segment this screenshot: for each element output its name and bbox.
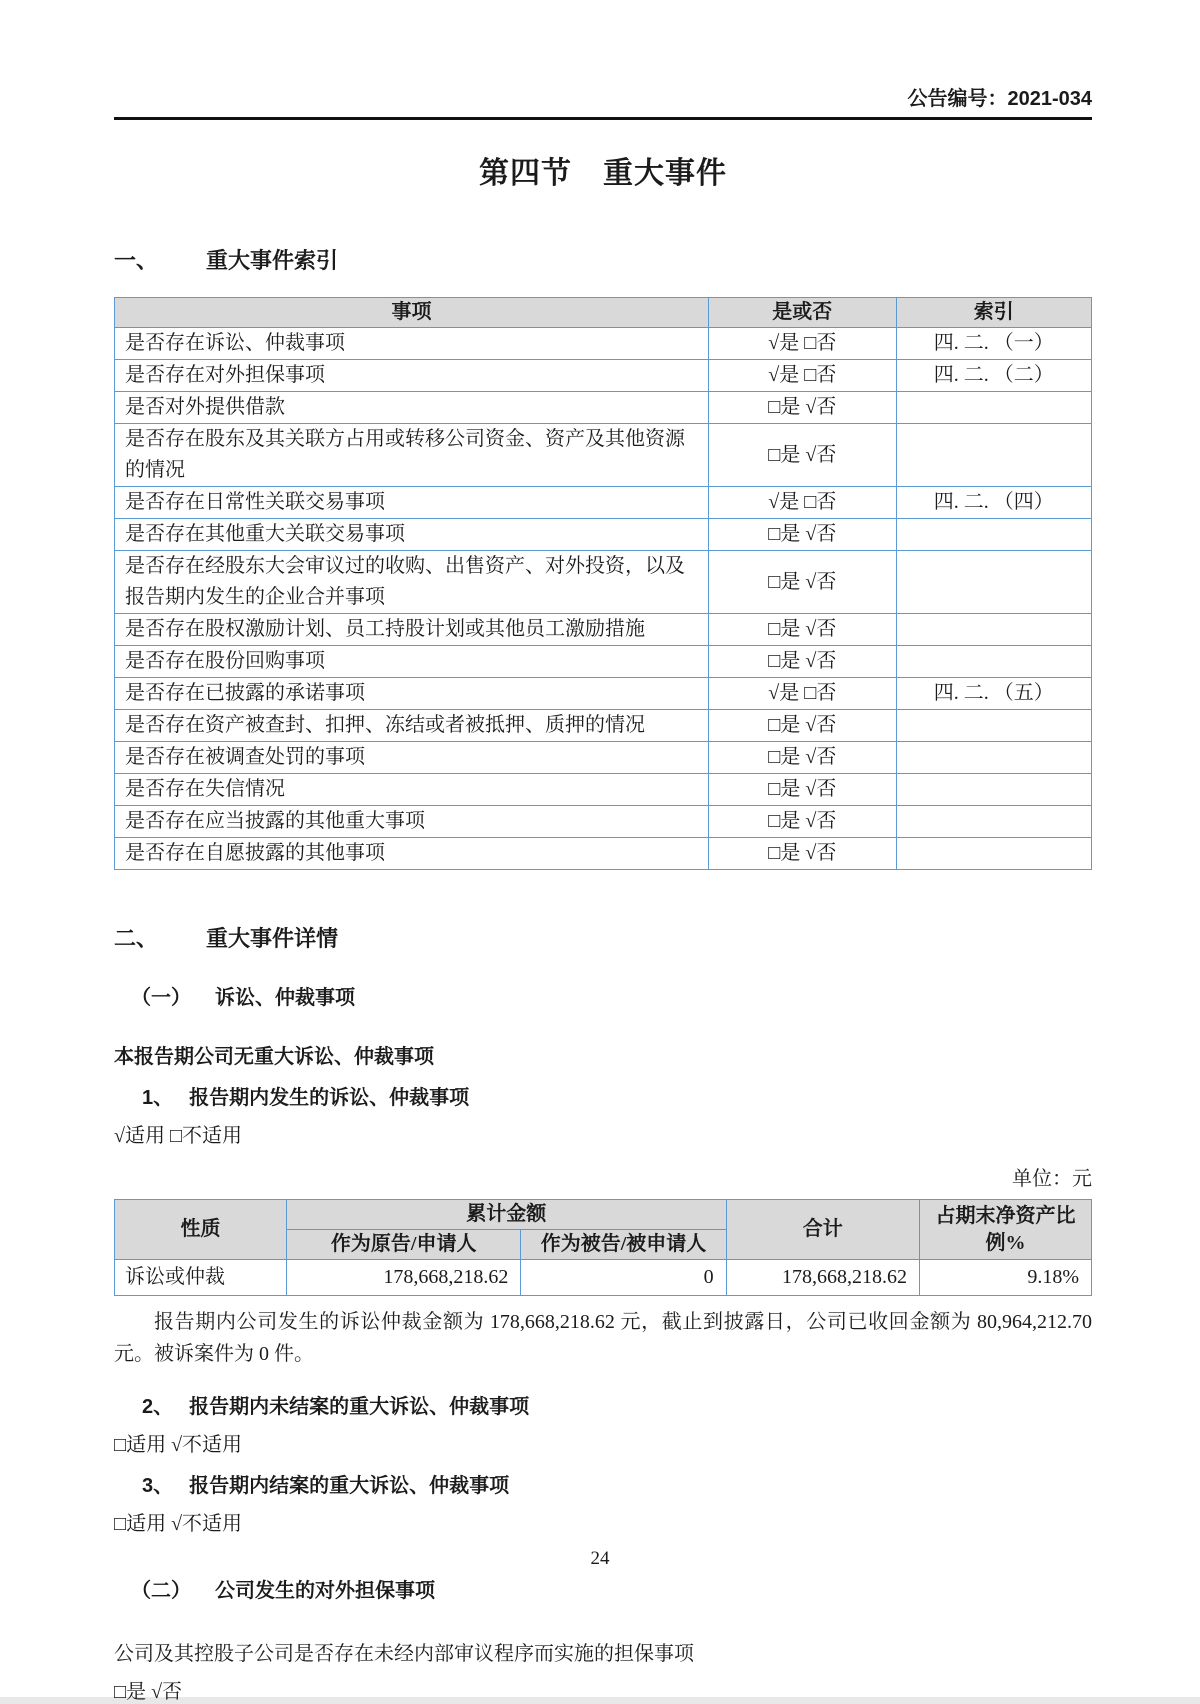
litigation-item-3-title: 报告期内结案的重大诉讼、仲裁事项 [189,1475,510,1497]
page-number: 24 [590,1548,610,1569]
item-cell: 是否存在应当披露的其他重大事项 [115,806,709,838]
index-ref-cell [896,614,1091,646]
index-table-row [115,678,1092,710]
index-ref-cell: 四. 二. （一） [896,328,1091,360]
section-two-heading [114,922,1092,953]
section-two-title: 重大事件详情 [206,926,339,951]
yes-no-cell: √是 □否 [709,678,897,710]
item-cell: 是否对外提供借款 [115,392,709,424]
litigation-amount-table [114,1199,1092,1296]
section-one-number: 一、 [114,248,159,273]
yes-no-cell: √是 □否 [709,360,897,392]
subsection-litigation-title: 诉讼、仲裁事项 [215,987,355,1009]
yes-no-cell: √是 □否 [709,328,897,360]
index-table-row [115,551,1092,614]
index-ref-cell: 四. 二. （五） [896,678,1091,710]
applicable-checkbox-line-1: √适用 □不适用 [114,1125,243,1147]
litigation-data-row [115,1260,1092,1296]
index-ref-cell [896,806,1091,838]
item-cell: 是否存在股权激励计划、员工持股计划或其他员工激励措施 [115,614,709,646]
applicable-checkbox-line-2: □适用 √不适用 [114,1434,243,1456]
item-cell: 是否存在日常性关联交易事项 [115,487,709,519]
index-table-row [115,614,1092,646]
item-cell: 是否存在已披露的承诺事项 [115,678,709,710]
col-header-plaintiff: 作为原告/申请人 [286,1230,520,1260]
section-two-number: 二、 [114,926,159,951]
major-events-index-table [114,297,1092,870]
index-table-row [115,742,1092,774]
plaintiff-amount-cell: 178,668,218.62 [286,1260,520,1296]
index-ref-cell [896,551,1091,614]
subsection-guarantee-number: （二） [131,1580,191,1602]
index-table-row [115,806,1092,838]
index-ref-cell [896,742,1091,774]
yes-no-cell: □是 √否 [709,519,897,551]
col-header-ratio: 占期末净资产比例% [920,1200,1092,1260]
col-header-defendant: 作为被告/被申请人 [521,1230,726,1260]
index-ref-cell [896,519,1091,551]
subsection-litigation-heading [114,981,1092,1010]
index-table-row [115,328,1092,360]
net-asset-ratio-cell: 9.18% [920,1260,1092,1296]
index-ref-cell [896,838,1091,870]
section-one-heading [114,244,1092,275]
litigation-item-1-title: 报告期内发生的诉讼、仲裁事项 [189,1087,470,1109]
yes-no-cell: □是 √否 [709,646,897,678]
section-one-title: 重大事件索引 [206,248,339,273]
item-cell: 是否存在其他重大关联交易事项 [115,519,709,551]
index-ref-cell [896,424,1091,487]
col-header-item: 事项 [115,298,709,328]
litigation-item-3 [114,1469,1092,1498]
yes-no-cell: □是 √否 [709,742,897,774]
index-ref-cell: 四. 二. （二） [896,360,1091,392]
index-table-header-row [115,298,1092,328]
guarantee-question: 公司及其控股子公司是否存在未经内部审议程序而实施的担保事项 [114,1643,694,1665]
yes-no-cell: □是 √否 [709,614,897,646]
litigation-item-2 [114,1390,1092,1419]
index-table-row [115,710,1092,742]
subsection-guarantee-heading [114,1574,1092,1603]
yes-no-cell: □是 √否 [709,424,897,487]
yes-no-cell: □是 √否 [709,551,897,614]
yes-no-cell: □是 √否 [709,806,897,838]
subsection-guarantee-title: 公司发生的对外担保事项 [215,1580,435,1602]
index-table-row [115,646,1092,678]
litigation-item-3-number: 3、 [142,1475,174,1497]
yes-no-cell: □是 √否 [709,774,897,806]
item-cell: 是否存在股东及其关联方占用或转移公司资金、资产及其他资源的情况 [115,424,709,487]
unit-note: 单位：元 [1012,1168,1092,1190]
col-header-index: 索引 [896,298,1091,328]
index-table-row [115,774,1092,806]
item-cell: 是否存在资产被查封、扣押、冻结或者被抵押、质押的情况 [115,710,709,742]
total-amount-cell: 178,668,218.62 [726,1260,919,1296]
litigation-summary: 本报告期公司无重大诉讼、仲裁事项 [114,1046,434,1068]
index-table-row [115,487,1092,519]
index-table-row [115,360,1092,392]
index-table-row [115,424,1092,487]
litigation-item-2-number: 2、 [142,1396,174,1418]
item-cell: 是否存在被调查处罚的事项 [115,742,709,774]
page-title: 第四节 重大事件 [479,157,727,190]
litigation-item-1 [114,1081,1092,1110]
index-table-row [115,392,1092,424]
index-ref-cell [896,646,1091,678]
index-table-row [115,519,1092,551]
litigation-item-2-title: 报告期内未结案的重大诉讼、仲裁事项 [189,1396,530,1418]
index-ref-cell [896,392,1091,424]
yes-no-cell: √是 □否 [709,487,897,519]
yes-no-cell: □是 √否 [709,710,897,742]
col-header-nature: 性质 [115,1200,287,1260]
yes-no-cell: □是 √否 [709,838,897,870]
subsection-litigation-number: （一） [131,987,191,1009]
item-cell: 是否存在自愿披露的其他事项 [115,838,709,870]
item-cell: 是否存在经股东大会审议过的收购、出售资产、对外投资，以及报告期内发生的企业合并事项 [115,551,709,614]
litigation-paragraph: 报告期内公司发生的诉讼仲裁金额为 178,668,218.62 元，截止到披露日，公司已收回金额为 80,964,212.70 元。被诉案件为 0 件。 [114,1311,1092,1365]
nature-cell: 诉讼或仲裁 [115,1260,287,1296]
index-table-row [115,838,1092,870]
col-header-cumulative: 累计金额 [286,1200,726,1230]
item-cell: 是否存在股份回购事项 [115,646,709,678]
col-header-yes-no: 是或否 [709,298,897,328]
index-ref-cell [896,774,1091,806]
defendant-amount-cell: 0 [521,1260,726,1296]
item-cell: 是否存在诉讼、仲裁事项 [115,328,709,360]
yes-no-cell: □是 √否 [709,392,897,424]
col-header-total: 合计 [726,1200,919,1260]
doc-header [114,0,1092,120]
doc-number: 公告编号：2021-034 [907,88,1092,110]
applicable-checkbox-line-3: □适用 √不适用 [114,1513,243,1535]
litigation-item-1-number: 1、 [142,1087,174,1109]
major-events-index-body [115,328,1092,870]
index-ref-cell [896,710,1091,742]
guarantee-answer-checkbox-line: □是 √否 [114,1681,183,1703]
index-ref-cell: 四. 二. （四） [896,487,1091,519]
item-cell: 是否存在对外担保事项 [115,360,709,392]
item-cell: 是否存在失信情况 [115,774,709,806]
